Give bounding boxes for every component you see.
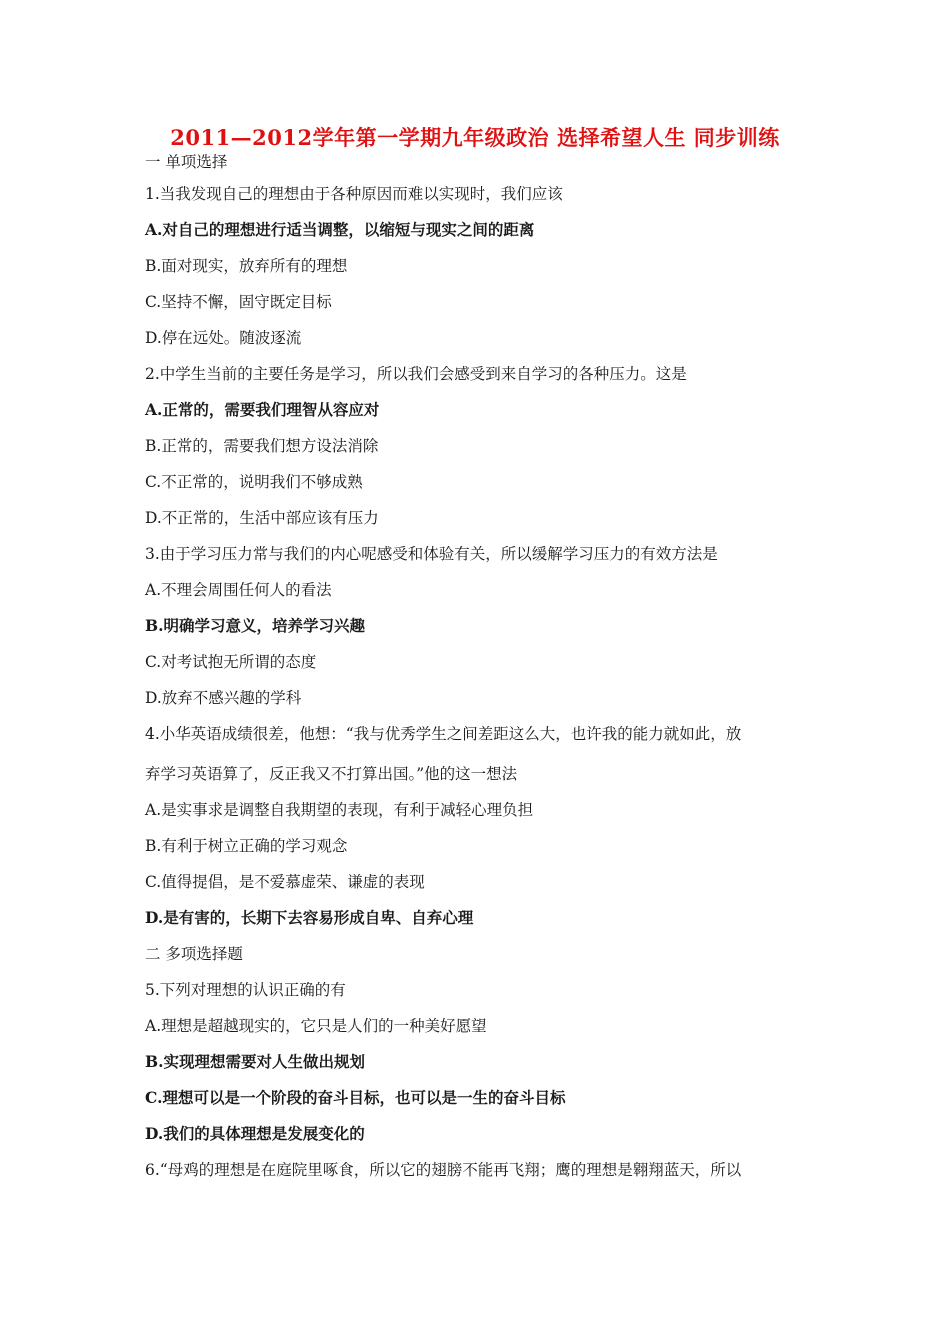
answer-option: B.正常的，需要我们想方设法消除 (145, 437, 379, 455)
answer-option-correct: B.实现理想需要对人生做出规划 (145, 1052, 365, 1071)
section-heading: 二 多项选择题 (145, 945, 243, 963)
answer-option: A.是实事求是调整自我期望的表现，有利于减轻心理负担 (145, 801, 534, 819)
question-stem: 3.由于学习压力常与我们的内心呢感受和体验有关，所以缓解学习压力的有效方法是 (145, 545, 718, 563)
question-stem: 4.小华英语成绩很差，他想：“我与优秀学生之间差距这么大，也许我的能力就如此，放 (145, 725, 742, 743)
question-stem: 1.当我发现自己的理想由于各种原因而难以实现时，我们应该 (145, 185, 563, 203)
answer-option-correct: D.是有害的，长期下去容易形成自卑、自弃心理 (145, 908, 474, 927)
answer-option: D.停在远处。随波逐流 (145, 329, 302, 347)
question-stem: 2.中学生当前的主要任务是学习，所以我们会感受到来自学习的各种压力。这是 (145, 365, 687, 383)
answer-option: C.值得提倡，是不爱慕虚荣、谦虚的表现 (145, 873, 425, 891)
text-line: 弃学习英语算了，反正我又不打算出国。”他的这一想法 (145, 765, 518, 783)
answer-option-correct: D.我们的具体理想是发展变化的 (145, 1124, 365, 1143)
question-stem: 6.“母鸡的理想是在庭院里啄食，所以它的翅膀不能再飞翔；鹰的理想是翱翔蓝天，所以 (145, 1161, 742, 1179)
answer-option: C.对考试抱无所谓的态度 (145, 653, 317, 671)
answer-option-correct: B.明确学习意义，培养学习兴趣 (145, 616, 365, 635)
answer-option: A.理想是超越现实的，它只是人们的一种美好愿望 (145, 1017, 487, 1035)
answer-option-correct: A.对自己的理想进行适当调整，以缩短与现实之间的距离 (145, 220, 535, 239)
answer-option: A.不理会周围任何人的看法 (145, 581, 332, 599)
answer-option-correct: C.理想可以是一个阶段的奋斗目标，也可以是一生的奋斗目标 (145, 1088, 566, 1107)
section-heading: 一 单项选择 (145, 153, 228, 171)
answer-option-correct: A.正常的，需要我们理智从容应对 (145, 400, 380, 419)
answer-option: D.放弃不感兴趣的学科 (145, 689, 302, 707)
answer-option: C.坚持不懈，固守既定目标 (145, 293, 332, 311)
answer-option: B.面对现实，放弃所有的理想 (145, 257, 348, 275)
document-title: 2011—2012学年第一学期九年级政治 选择希望人生 同步训练 (170, 125, 780, 150)
answer-option: D.不正常的，生活中部应该有压力 (145, 509, 379, 527)
answer-option: C.不正常的，说明我们不够成熟 (145, 473, 363, 491)
answer-option: B.有利于树立正确的学习观念 (145, 837, 348, 855)
question-stem: 5.下列对理想的认识正确的有 (145, 981, 346, 999)
document-body (145, 150, 815, 1194)
